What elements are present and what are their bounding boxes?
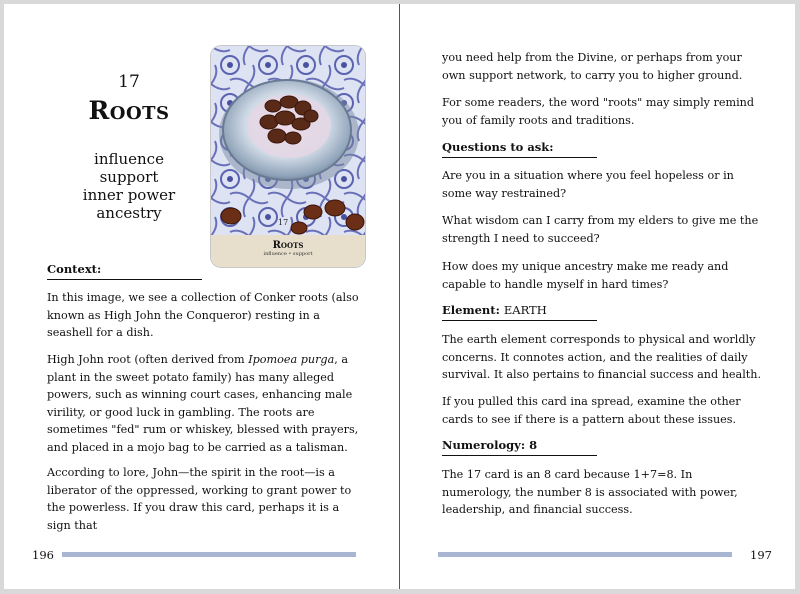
- page-number: 197: [750, 548, 772, 562]
- paragraph-text: High John root (often derived from: [47, 353, 249, 366]
- card-illustration: [211, 46, 365, 267]
- footer-bar: [438, 552, 732, 557]
- right-page: [400, 4, 795, 589]
- left-page: [4, 4, 400, 589]
- context-heading: Context:: [47, 262, 202, 280]
- card-image-number: 17: [278, 218, 289, 227]
- card-image-title: Roots: [272, 240, 304, 251]
- element-paragraph-1: The earth element corresponds to physical and worldly concerns. It connotes action, and the realities of daily survival. It also pertains to financial success and health.: [442, 333, 762, 381]
- seashell-roots-illustration: [211, 46, 365, 267]
- page-number: 196: [32, 548, 54, 562]
- question-2: What wisdom can I carry from my elders to give me the strength I need to succeed?: [442, 214, 759, 245]
- context-paragraph-1: In this image, we see a collection of Conker roots (also known as High John the Conqueror) resting in a seashell for a dish.: [47, 291, 359, 339]
- element-paragraph-2: If you pulled this card ina spread, examine the other cards to see if there is a pattern about these issues.: [442, 395, 741, 426]
- card-image-label: [211, 235, 365, 267]
- numerology-heading: Numerology: 8: [442, 438, 597, 456]
- card-number: 17: [118, 72, 140, 92]
- question-1: Are you in a situation where you feel hopeless or in some way restrained?: [442, 169, 734, 200]
- keyword: influence: [94, 150, 164, 168]
- roots-paragraph: For some readers, the word "roots" may simply remind you of family roots and traditions.: [442, 96, 755, 127]
- continued-paragraph: you need help from the Divine, or perhaps from your own support network, to carry you to higher ground.: [442, 51, 743, 82]
- card-image-subtitle: influence • support: [263, 251, 313, 257]
- latin-plant-name: Ipomoea purga: [248, 353, 335, 366]
- element-label: Element:: [442, 303, 500, 317]
- element-value: EARTH: [503, 303, 547, 317]
- card-title: Roots: [88, 96, 170, 125]
- keyword-list: [64, 150, 194, 222]
- numerology-paragraph: The 17 card is an 8 card because 1+7=8. In numerology, the number 8 is associated with power, leadership, and financial success.: [442, 468, 738, 516]
- paragraph-text: , a plant in the sweet potato family) has many alleged powers, such as winning court cases, enhancing male virility, or good luck in gambling. The roots are sometimes "fed" rum or whiskey, blessed with prayers, and placed in a mojo bag to be carried as a talisman.: [47, 353, 359, 454]
- footer-bar: [62, 552, 356, 557]
- element-heading: [442, 303, 597, 321]
- question-3: How does my unique ancestry make me ready and capable to handle myself in hard times?: [442, 260, 729, 291]
- context-paragraph-3: According to lore, John—the spirit in the root—is a liberator of the oppressed, working to grant power to the powerless. If you draw this card, perhaps it is a sign that: [47, 466, 352, 532]
- keyword: support: [99, 168, 159, 186]
- context-paragraph-2: [47, 351, 367, 456]
- keyword: ancestry: [96, 204, 162, 222]
- keyword: inner power: [82, 186, 176, 204]
- questions-heading: Questions to ask:: [442, 140, 597, 158]
